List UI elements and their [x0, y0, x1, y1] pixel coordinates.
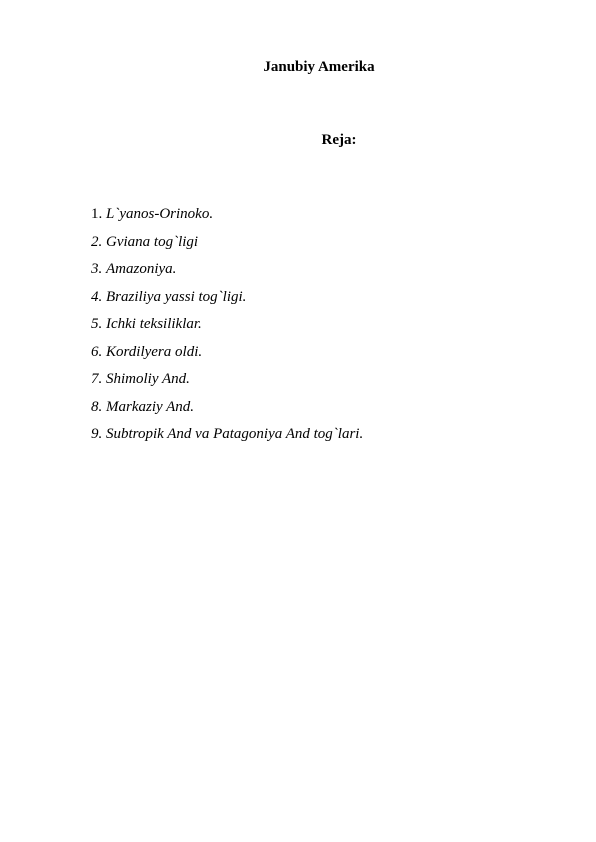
plan-item-number: 1. [91, 206, 103, 222]
plan-item-number: 8. [91, 398, 103, 415]
plan-list [91, 204, 363, 452]
plan-item-text: Kordilyera oldi. [106, 343, 203, 360]
plan-item-5 [91, 314, 363, 342]
plan-item-text: Ichki teksiliklar. [106, 316, 202, 332]
plan-item-number: 4. [91, 288, 103, 305]
plan-item-3 [91, 259, 363, 287]
plan-item-8 [91, 397, 363, 425]
plan-item-1 [91, 204, 363, 232]
plan-item-text: Amazoniya. [106, 261, 177, 277]
plan-item-text: Braziliya yassi tog`ligi. [106, 288, 247, 305]
plan-item-number: 3. [91, 261, 103, 277]
plan-item-text: Gviana tog`ligi [106, 233, 199, 250]
plan-item-number: 6. [91, 343, 103, 360]
plan-item-number: 7. [91, 371, 103, 387]
plan-item-2 [91, 232, 363, 260]
plan-heading: Reja: [321, 132, 357, 148]
document-title: Janubiy Amerika [263, 59, 375, 75]
plan-item-text: L`yanos-Orinoko. [106, 206, 214, 222]
plan-item-7 [91, 369, 363, 397]
plan-item-number: 9. [91, 426, 103, 442]
plan-item-number: 5. [91, 316, 103, 332]
plan-item-6 [91, 342, 363, 370]
plan-item-text: Markaziy And. [106, 398, 195, 415]
plan-item-text: Subtropik And va Patagoniya And tog`lari. [106, 426, 364, 442]
plan-item-9 [91, 424, 363, 452]
plan-item-text: Shimoliy And. [106, 371, 190, 387]
plan-item-number: 2. [91, 233, 103, 250]
plan-item-4 [91, 287, 363, 315]
